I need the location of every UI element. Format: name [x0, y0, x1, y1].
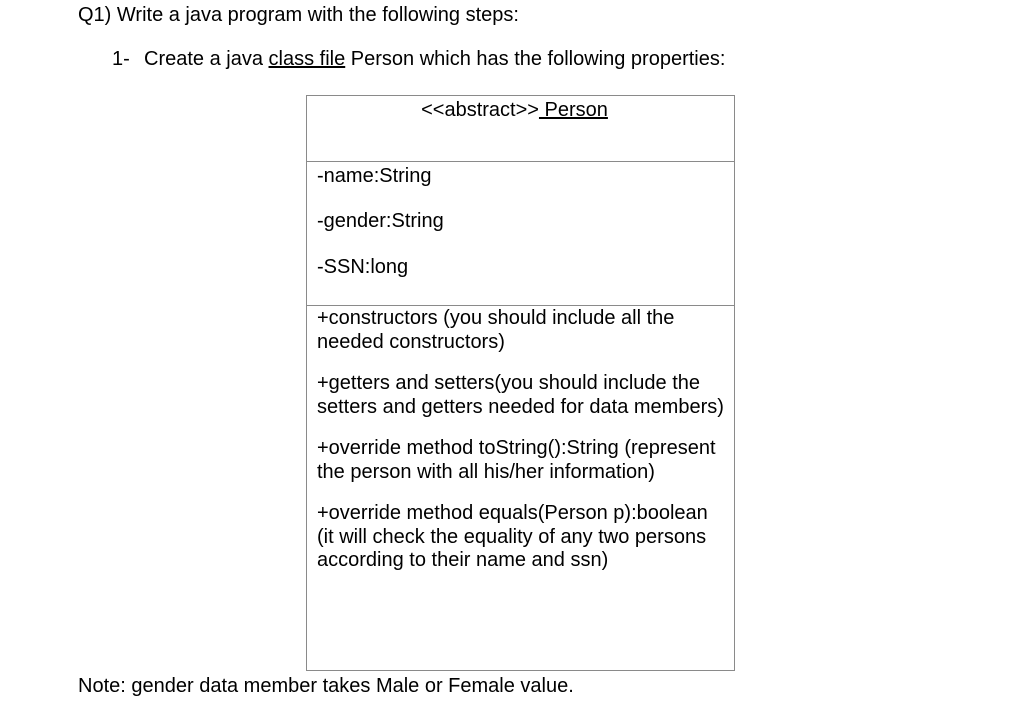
- step-text-end: Person which has the following properties:: [345, 48, 726, 70]
- uml-class-name: Person: [538, 99, 608, 121]
- uml-class-header: [307, 96, 734, 162]
- method-tostring: +override method toString():String (represent the person with all his/her information): [317, 437, 716, 483]
- method-constructors: +constructors (you should include all the needed constructors): [317, 307, 675, 353]
- step-text-underlined: class file: [268, 48, 346, 70]
- note-text: Note: gender data member takes Male or Female value.: [78, 675, 574, 697]
- attribute-gender: -gender:String: [317, 210, 444, 232]
- method-getters-setters: +getters and setters(you should include the setters and getters needed for data members): [317, 372, 724, 418]
- attribute-name: -name:String: [317, 165, 432, 187]
- uml-stereotype: <<abstract>>: [421, 99, 539, 121]
- step-text-start: Create a java: [144, 48, 269, 70]
- uml-attributes-section: [307, 162, 734, 306]
- method-equals: +override method equals(Person p):boolean (it will check the equality of any two persons according to their name and ssn): [317, 502, 708, 571]
- attribute-ssn: -SSN:long: [317, 256, 409, 278]
- uml-methods-section: [307, 306, 734, 670]
- uml-class-diagram: [306, 95, 735, 671]
- step-1: [112, 47, 725, 71]
- step-number: 1-: [112, 48, 130, 70]
- question-title: Q1) Write a java program with the following steps:: [78, 4, 519, 26]
